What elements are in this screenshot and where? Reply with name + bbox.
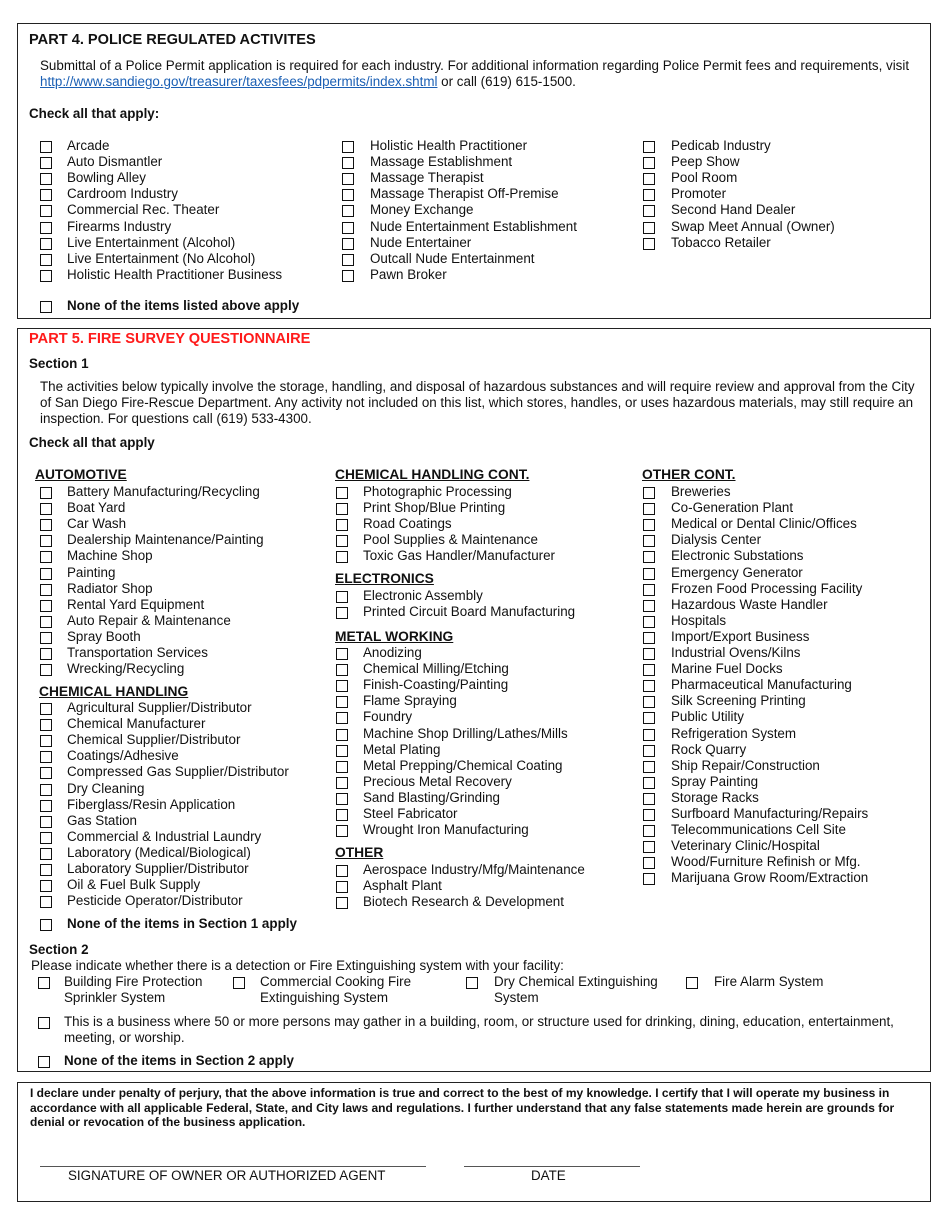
foundry-checkbox[interactable] [336, 712, 348, 724]
foundry-label: Foundry [363, 709, 413, 725]
surfboard-manufacturing-repairs-label: Surfboard Manufacturing/Repairs [671, 806, 869, 821]
marine-fuel-docks-checkbox[interactable] [643, 664, 655, 676]
asphalt-plant-label: Asphalt Plant [363, 878, 442, 894]
pharmaceutical-manufacturing-label: Pharmaceutical Manufacturing [671, 677, 852, 693]
part5-title: PART 5. FIRE SURVEY QUESTIONNAIRE [29, 331, 311, 347]
arcade-label: Arcade [67, 138, 110, 153]
print-shop-blue-printing-label: Print Shop/Blue Printing [363, 500, 506, 516]
second-hand-dealer-label: Second Hand Dealer [671, 202, 796, 218]
massage-establishment-label: Massage Establishment [370, 154, 513, 170]
chemical-supplier-distributor-checkbox[interactable] [40, 735, 52, 747]
chemical-handling-cont-heading: CHEMICAL HANDLING CONT. [335, 467, 530, 482]
holistic-health-practitioner-checkbox[interactable] [342, 141, 354, 153]
peep-show-label: Peep Show [671, 154, 740, 170]
other-cont-heading: OTHER CONT. [642, 467, 736, 482]
commercial-rec-theater-checkbox[interactable] [40, 205, 52, 217]
massage-therapist-off-premise-label: Massage Therapist Off-Premise [370, 186, 559, 202]
machine-shop-checkbox[interactable] [40, 551, 52, 563]
money-exchange-label: Money Exchange [370, 202, 474, 218]
peep-show-checkbox[interactable] [643, 157, 655, 169]
co-generation-plant-label: Co-Generation Plant [671, 500, 794, 516]
ship-repair-construction-checkbox[interactable] [643, 761, 655, 773]
boat-yard-label: Boat Yard [67, 500, 126, 516]
auto-dismantler-label: Auto Dismantler [67, 154, 163, 170]
import-export-business-checkbox[interactable] [643, 632, 655, 644]
sand-blasting-grinding-label: Sand Blasting/Grinding [363, 789, 500, 805]
rental-yard-equipment-checkbox[interactable] [40, 600, 52, 612]
steel-fabricator-checkbox[interactable] [336, 809, 348, 821]
anodizing-checkbox[interactable] [336, 648, 348, 660]
spray-painting-checkbox[interactable] [643, 777, 655, 789]
section1-title: Section 1 [29, 356, 89, 371]
car-wash-checkbox[interactable] [40, 519, 52, 531]
dialysis-center-label: Dialysis Center [671, 532, 762, 548]
assembly-occupancy-label-1: This is a business where 50 or more persons may gather in a building, room, or structure used for drinking, dining, education, entertainment, [64, 1014, 894, 1029]
pool-supplies-and-maintenance-checkbox[interactable] [336, 535, 348, 547]
firearms-industry-label: Firearms Industry [67, 218, 172, 234]
commercial-and-industrial-laundry-checkbox[interactable] [40, 832, 52, 844]
money-exchange-checkbox[interactable] [342, 205, 354, 217]
gas-station-label: Gas Station [67, 812, 137, 828]
bowling-alley-label: Bowling Alley [67, 170, 146, 186]
storage-racks-checkbox[interactable] [643, 793, 655, 805]
agricultural-supplier-distributor-checkbox[interactable] [40, 703, 52, 715]
auto-repair-and-maintenance-label: Auto Repair & Maintenance [67, 612, 231, 628]
nude-entertainer-label: Nude Entertainer [370, 234, 472, 250]
agricultural-supplier-distributor-label: Agricultural Supplier/Distributor [67, 700, 252, 715]
date-line[interactable] [464, 1166, 640, 1167]
silk-screening-printing-checkbox[interactable] [643, 696, 655, 708]
wrought-iron-manufacturing-checkbox[interactable] [336, 825, 348, 837]
frozen-food-processing-facility-checkbox[interactable] [643, 584, 655, 596]
road-coatings-label: Road Coatings [363, 516, 452, 532]
sprinkler-system-label-2: Sprinkler System [64, 990, 166, 1005]
part4-title: PART 4. POLICE REGULATED ACTIVITES [29, 32, 316, 48]
chemical-milling-etching-checkbox[interactable] [336, 664, 348, 676]
date-label: DATE [531, 1168, 566, 1183]
metal-plating-label: Metal Plating [363, 741, 441, 757]
section1-none-label: None of the items in Section 1 apply [67, 916, 297, 931]
part5-check-label: Check all that apply [29, 435, 155, 450]
sprinkler-system-label-1: Building Fire Protection [64, 974, 203, 989]
photographic-processing-label: Photographic Processing [363, 484, 512, 499]
aerospace-industry-mfg-maintenance-checkbox[interactable] [336, 865, 348, 877]
telecommunications-cell-site-checkbox[interactable] [643, 825, 655, 837]
chemical-milling-etching-label: Chemical Milling/Etching [363, 661, 509, 677]
bowling-alley-checkbox[interactable] [40, 173, 52, 185]
flame-spraying-checkbox[interactable] [336, 696, 348, 708]
promoter-label: Promoter [671, 186, 727, 202]
hospitals-checkbox[interactable] [643, 616, 655, 628]
spray-painting-label: Spray Painting [671, 773, 759, 789]
machine-shop-drilling-lathes-mills-label: Machine Shop Drilling/Lathes/Mills [363, 725, 568, 741]
surfboard-manufacturing-repairs-checkbox[interactable] [643, 809, 655, 821]
emergency-generator-label: Emergency Generator [671, 564, 803, 580]
part4-check-label: Check all that apply: [29, 106, 160, 121]
marine-fuel-docks-label: Marine Fuel Docks [671, 661, 783, 677]
breweries-checkbox[interactable] [643, 487, 655, 499]
laboratory-supplier-distributor-checkbox[interactable] [40, 864, 52, 876]
toxic-gas-handler-manufacturer-label: Toxic Gas Handler/Manufacturer [363, 548, 556, 564]
precious-metal-recovery-checkbox[interactable] [336, 777, 348, 789]
toxic-gas-handler-manufacturer-checkbox[interactable] [336, 551, 348, 563]
hazardous-waste-handler-label: Hazardous Waste Handler [671, 596, 828, 612]
live-entertainment-alcohol-label: Live Entertainment (Alcohol) [67, 234, 236, 250]
pedicab-industry-checkbox[interactable] [643, 141, 655, 153]
print-shop-blue-printing-checkbox[interactable] [336, 503, 348, 515]
laboratory-medical-biological-label: Laboratory (Medical/Biological) [67, 844, 251, 860]
rock-quarry-checkbox[interactable] [643, 745, 655, 757]
dealership-maintenance-painting-label: Dealership Maintenance/Painting [67, 532, 264, 548]
compressed-gas-supplier-distributor-label: Compressed Gas Supplier/Distributor [67, 764, 289, 780]
medical-or-dental-clinic-offices-label: Medical or Dental Clinic/Offices [671, 516, 857, 532]
chemical-manufacturer-checkbox[interactable] [40, 719, 52, 731]
sand-blasting-grinding-checkbox[interactable] [336, 793, 348, 805]
metal-prepping-chemical-coating-label: Metal Prepping/Chemical Coating [363, 757, 563, 773]
pesticide-operator-distributor-label: Pesticide Operator/Distributor [67, 893, 243, 909]
massage-therapist-label: Massage Therapist [370, 170, 484, 186]
rock-quarry-label: Rock Quarry [671, 741, 747, 757]
chemical-handling-heading: CHEMICAL HANDLING [39, 684, 189, 699]
steel-fabricator-label: Steel Fabricator [363, 806, 458, 821]
part4-none-checkbox[interactable] [40, 301, 52, 313]
other-heading: OTHER [335, 845, 384, 860]
oil-and-fuel-bulk-supply-label: Oil & Fuel Bulk Supply [67, 877, 201, 893]
public-utility-checkbox[interactable] [643, 712, 655, 724]
signature-line[interactable] [40, 1166, 426, 1167]
fire-alarm-checkbox[interactable] [686, 977, 698, 989]
dry-cleaning-checkbox[interactable] [40, 784, 52, 796]
promoter-checkbox[interactable] [643, 189, 655, 201]
battery-manufacturing-recycling-label: Battery Manufacturing/Recycling [67, 484, 260, 499]
metal-working-heading: METAL WORKING [335, 629, 454, 644]
second-hand-dealer-checkbox[interactable] [643, 205, 655, 217]
live-entertainment-no-alcohol-checkbox[interactable] [40, 254, 52, 266]
chemical-supplier-distributor-label: Chemical Supplier/Distributor [67, 732, 241, 748]
boat-yard-checkbox[interactable] [40, 503, 52, 515]
pesticide-operator-distributor-checkbox[interactable] [40, 896, 52, 908]
tobacco-retailer-label: Tobacco Retailer [671, 234, 771, 250]
wrecking-recycling-label: Wrecking/Recycling [67, 661, 185, 677]
commercial-rec-theater-label: Commercial Rec. Theater [67, 202, 220, 218]
refrigeration-system-checkbox[interactable] [643, 729, 655, 741]
rental-yard-equipment-label: Rental Yard Equipment [67, 596, 205, 612]
emergency-generator-checkbox[interactable] [643, 568, 655, 580]
electronic-substations-checkbox[interactable] [643, 551, 655, 563]
auto-dismantler-checkbox[interactable] [40, 157, 52, 169]
laboratory-supplier-distributor-label: Laboratory Supplier/Distributor [67, 861, 249, 876]
asphalt-plant-checkbox[interactable] [336, 881, 348, 893]
part4-none-label: None of the items listed above apply [67, 298, 300, 313]
road-coatings-checkbox[interactable] [336, 519, 348, 531]
tobacco-retailer-checkbox[interactable] [643, 238, 655, 250]
cooking-extinguishing-label-1: Commercial Cooking Fire [260, 974, 412, 989]
holistic-health-practitioner-business-checkbox[interactable] [40, 270, 52, 282]
oil-and-fuel-bulk-supply-checkbox[interactable] [40, 880, 52, 892]
coatings-adhesive-label: Coatings/Adhesive [67, 748, 179, 764]
frozen-food-processing-facility-label: Frozen Food Processing Facility [671, 580, 863, 596]
dialysis-center-checkbox[interactable] [643, 535, 655, 547]
swap-meet-annual-owner-label: Swap Meet Annual (Owner) [671, 218, 835, 234]
pool-room-label: Pool Room [671, 170, 738, 186]
auto-repair-and-maintenance-checkbox[interactable] [40, 616, 52, 628]
assembly-occupancy-checkbox[interactable] [38, 1017, 50, 1029]
public-utility-label: Public Utility [671, 709, 744, 725]
electronics-heading: ELECTRONICS [335, 571, 434, 586]
part4-intro-text: Submittal of a Police Permit application is required for each industry. For additional information regarding Police Permit fees and requirements, visit [40, 58, 910, 73]
nude-entertainment-establishment-label: Nude Entertainment Establishment [370, 218, 577, 234]
hospitals-label: Hospitals [671, 612, 727, 628]
cooking-extinguishing-checkbox[interactable] [233, 977, 245, 989]
massage-therapist-off-premise-checkbox[interactable] [342, 189, 354, 201]
wood-furniture-refinish-or-mfg-label: Wood/Furniture Refinish or Mfg. [671, 854, 861, 870]
telecommunications-cell-site-label: Telecommunications Cell Site [671, 822, 846, 838]
holistic-health-practitioner-label: Holistic Health Practitioner [370, 138, 528, 153]
fiberglass-resin-application-checkbox[interactable] [40, 800, 52, 812]
industrial-ovens-kilns-label: Industrial Ovens/Kilns [671, 645, 801, 660]
pool-room-checkbox[interactable] [643, 173, 655, 185]
dealership-maintenance-painting-checkbox[interactable] [40, 535, 52, 547]
declaration-text: I declare under penalty of perjury, that the above information is true and correct to the best of my knowledge. I certify that I will operate my business in accordance with all applicable Federal, State, and City laws and regulations. I further understand that any false statements made herein are grounds for denial or revocation of the business application. [30, 1086, 895, 1129]
part4-intro [40, 58, 925, 90]
pool-supplies-and-maintenance-label: Pool Supplies & Maintenance [363, 532, 538, 548]
dry-chemical-label-2: System [494, 990, 539, 1005]
automotive-heading: AUTOMOTIVE [35, 467, 127, 482]
dry-cleaning-label: Dry Cleaning [67, 780, 145, 796]
dry-chemical-checkbox[interactable] [466, 977, 478, 989]
medical-or-dental-clinic-offices-checkbox[interactable] [643, 519, 655, 531]
cooking-extinguishing-label-2: Extinguishing System [260, 990, 389, 1005]
machine-shop-label: Machine Shop [67, 548, 153, 564]
live-entertainment-alcohol-checkbox[interactable] [40, 238, 52, 250]
electronic-assembly-label: Electronic Assembly [363, 588, 483, 603]
assembly-occupancy-label-2: meeting, or worship. [64, 1030, 185, 1045]
finish-coasting-painting-label: Finish-Coasting/Painting [363, 677, 509, 693]
printed-circuit-board-manufacturing-label: Printed Circuit Board Manufacturing [363, 604, 576, 620]
compressed-gas-supplier-distributor-checkbox[interactable] [40, 767, 52, 779]
veterinary-clinic-hospital-label: Veterinary Clinic/Hospital [671, 838, 820, 854]
metal-prepping-chemical-coating-checkbox[interactable] [336, 761, 348, 773]
section1-none-checkbox[interactable] [40, 919, 52, 931]
signature-label: SIGNATURE OF OWNER OR AUTHORIZED AGENT [68, 1168, 386, 1183]
transportation-services-label: Transportation Services [67, 645, 208, 660]
swap-meet-annual-owner-checkbox[interactable] [643, 222, 655, 234]
chemical-manufacturer-label: Chemical Manufacturer [67, 716, 206, 732]
part4-intro-phone: or call (619) 615-1500. [437, 74, 576, 90]
biotech-research-and-development-label: Biotech Research & Development [363, 894, 564, 910]
marijuana-grow-room-extraction-label: Marijuana Grow Room/Extraction [671, 870, 869, 886]
aerospace-industry-mfg-maintenance-label: Aerospace Industry/Mfg/Maintenance [363, 862, 585, 877]
printed-circuit-board-manufacturing-checkbox[interactable] [336, 607, 348, 619]
veterinary-clinic-hospital-checkbox[interactable] [643, 841, 655, 853]
section2-none-label: None of the items in Section 2 apply [64, 1053, 294, 1068]
flame-spraying-label: Flame Spraying [363, 693, 457, 709]
cardroom-industry-label: Cardroom Industry [67, 186, 178, 202]
outcall-nude-entertainment-checkbox[interactable] [342, 254, 354, 266]
finish-coasting-painting-checkbox[interactable] [336, 680, 348, 692]
photographic-processing-checkbox[interactable] [336, 487, 348, 499]
dry-chemical-label-1: Dry Chemical Extinguishing [494, 974, 658, 989]
pedicab-industry-label: Pedicab Industry [671, 138, 771, 153]
section1-intro: The activities below typically involve the storage, handling, and disposal of hazardous substances and will require review and approval from the City of San Diego Fire-Rescue Department. Any activity not included on this list, which stores, handles, or uses hazardous materials, may still require an inspection. For questions call (619) 533-4300. [40, 379, 915, 427]
gas-station-checkbox[interactable] [40, 816, 52, 828]
co-generation-plant-checkbox[interactable] [643, 503, 655, 515]
precious-metal-recovery-label: Precious Metal Recovery [363, 773, 512, 789]
laboratory-medical-biological-checkbox[interactable] [40, 848, 52, 860]
massage-establishment-checkbox[interactable] [342, 157, 354, 169]
holistic-health-practitioner-business-label: Holistic Health Practitioner Business [67, 266, 283, 282]
section2-title: Section 2 [29, 942, 89, 957]
section2-none-checkbox[interactable] [38, 1056, 50, 1068]
pawn-broker-label: Pawn Broker [370, 266, 447, 282]
refrigeration-system-label: Refrigeration System [671, 725, 797, 741]
wrought-iron-manufacturing-label: Wrought Iron Manufacturing [363, 822, 529, 838]
outcall-nude-entertainment-label: Outcall Nude Entertainment [370, 250, 535, 266]
pawn-broker-checkbox[interactable] [342, 270, 354, 282]
hazardous-waste-handler-checkbox[interactable] [643, 600, 655, 612]
sprinkler-system-checkbox[interactable] [38, 977, 50, 989]
silk-screening-printing-label: Silk Screening Printing [671, 693, 806, 709]
spray-booth-checkbox[interactable] [40, 632, 52, 644]
industrial-ovens-kilns-checkbox[interactable] [643, 648, 655, 660]
radiator-shop-checkbox[interactable] [40, 584, 52, 596]
fiberglass-resin-application-label: Fiberglass/Resin Application [67, 796, 236, 812]
import-export-business-label: Import/Export Business [671, 628, 810, 644]
wood-furniture-refinish-or-mfg-checkbox[interactable] [643, 857, 655, 869]
ship-repair-construction-label: Ship Repair/Construction [671, 757, 820, 773]
painting-checkbox[interactable] [40, 568, 52, 580]
section2-prompt: Please indicate whether there is a detection or Fire Extinguishing system with your facility: [31, 958, 564, 973]
nude-entertainment-establishment-checkbox[interactable] [342, 222, 354, 234]
breweries-label: Breweries [671, 484, 731, 499]
pharmaceutical-manufacturing-checkbox[interactable] [643, 680, 655, 692]
machine-shop-drilling-lathes-mills-checkbox[interactable] [336, 729, 348, 741]
arcade-checkbox[interactable] [40, 141, 52, 153]
live-entertainment-no-alcohol-label: Live Entertainment (No Alcohol) [67, 250, 256, 266]
nude-entertainer-checkbox[interactable] [342, 238, 354, 250]
commercial-and-industrial-laundry-label: Commercial & Industrial Laundry [67, 828, 262, 844]
marijuana-grow-room-extraction-checkbox[interactable] [643, 873, 655, 885]
storage-racks-label: Storage Racks [671, 789, 759, 805]
spray-booth-label: Spray Booth [67, 628, 141, 644]
battery-manufacturing-recycling-checkbox[interactable] [40, 487, 52, 499]
cardroom-industry-checkbox[interactable] [40, 189, 52, 201]
metal-plating-checkbox[interactable] [336, 745, 348, 757]
coatings-adhesive-checkbox[interactable] [40, 751, 52, 763]
massage-therapist-checkbox[interactable] [342, 173, 354, 185]
anodizing-label: Anodizing [363, 645, 422, 660]
biotech-research-and-development-checkbox[interactable] [336, 897, 348, 909]
electronic-substations-label: Electronic Substations [671, 548, 804, 564]
electronic-assembly-checkbox[interactable] [336, 591, 348, 603]
painting-label: Painting [67, 564, 116, 580]
police-permit-link[interactable]: http://www.sandiego.gov/treasurer/taxesfees/pdpermits/index.shtml [40, 74, 438, 90]
fire-alarm-label: Fire Alarm System [714, 974, 824, 989]
car-wash-label: Car Wash [67, 516, 127, 532]
transportation-services-checkbox[interactable] [40, 648, 52, 660]
wrecking-recycling-checkbox[interactable] [40, 664, 52, 676]
radiator-shop-label: Radiator Shop [67, 580, 153, 596]
firearms-industry-checkbox[interactable] [40, 222, 52, 234]
